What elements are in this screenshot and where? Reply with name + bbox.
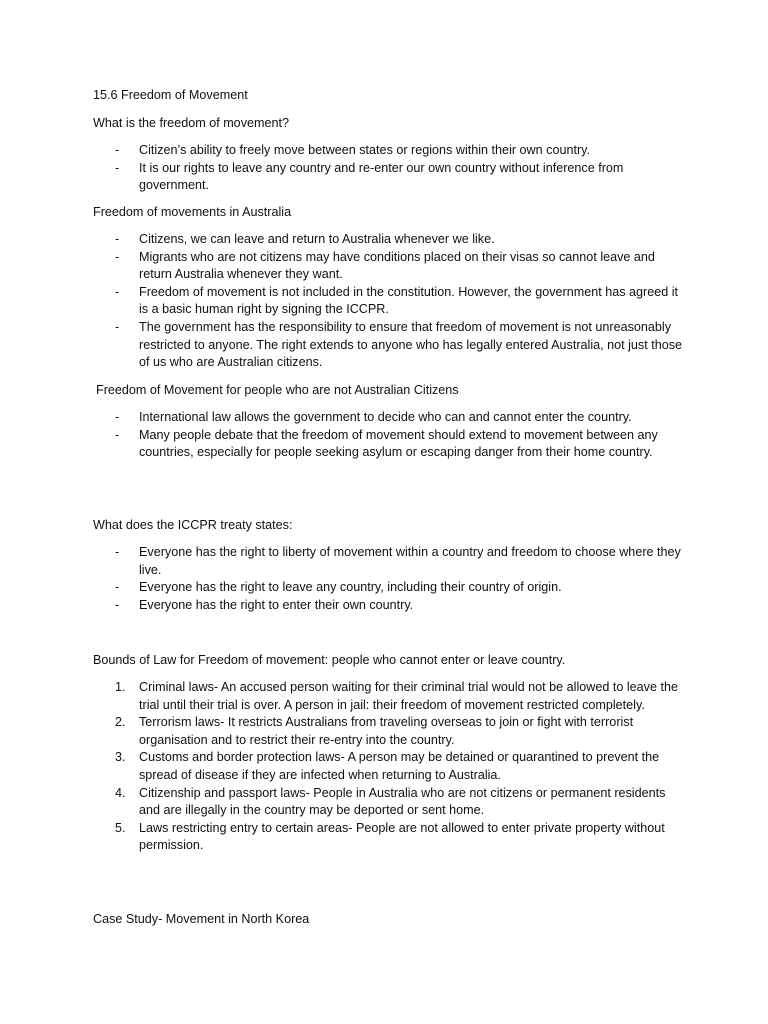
section-heading-non-citizens: Freedom of Movement for people who are not Australian Citizens (96, 383, 459, 397)
bullet-dash: - (115, 319, 120, 334)
list-item-text: Customs and border protection laws- A person may be detained or quarantined to prevent the spread of disease if they are infected when returning to Australia. (139, 750, 660, 782)
list-item (93, 749, 683, 784)
bullet-dash: - (115, 580, 120, 595)
list-number: 4. (115, 785, 126, 800)
list-item (93, 319, 683, 372)
section-heading-bounds: Bounds of Law for Freedom of movement: people who cannot enter or leave country. (93, 653, 566, 667)
list-item-text: Freedom of movement is not included in the constitution. However, the government has agreed it is a basic human right by signing the ICCPR. (139, 284, 679, 317)
list-item (93, 409, 683, 427)
list-item (93, 427, 683, 462)
list-item (93, 679, 683, 714)
bullet-dash: - (115, 232, 120, 246)
bullet-dash: - (115, 597, 120, 612)
list-number: 3. (115, 750, 126, 765)
list-item-text: Everyone has the right to liberty of movement within a country and freedom to choose where they live. (139, 545, 681, 577)
bullet-dash: - (115, 160, 120, 175)
bullet-list-what-is (93, 142, 683, 195)
list-item (93, 160, 683, 195)
list-item-text: International law allows the government to decide who can and cannot enter the country. (139, 410, 632, 424)
bullet-list-australia (93, 231, 683, 372)
list-item-text: It is our rights to leave any country and re-enter our own country without inference from government. (139, 160, 624, 193)
bullet-list-non-citizens (93, 409, 683, 462)
list-number: 5. (115, 820, 126, 835)
list-item (93, 820, 683, 855)
section-heading-case-study: Case Study- Movement in North Korea (93, 912, 310, 926)
list-number: 1. (115, 680, 126, 694)
section-heading-what-is: What is the freedom of movement? (93, 116, 289, 130)
list-item (93, 714, 683, 749)
bullet-list-iccpr (93, 544, 683, 614)
list-item (93, 579, 683, 597)
bullet-dash: - (115, 427, 120, 442)
list-item-text: Everyone has the right to leave any country, including their country of origin. (139, 580, 562, 595)
list-item (93, 785, 683, 820)
section-heading-iccpr: What does the ICCPR treaty states: (93, 518, 293, 532)
list-item-text: Many people debate that the freedom of movement should extend to movement between any countries, especially for people seeking asylum or escaping danger from their home country. (139, 427, 658, 460)
bullet-dash: - (115, 284, 120, 299)
list-item-text: Everyone has the right to enter their own country. (139, 597, 414, 612)
bullet-dash: - (115, 545, 120, 559)
list-item (93, 231, 683, 249)
list-item-text: Citizen’s ability to freely move between states or regions within their own country. (139, 143, 591, 157)
list-item (93, 142, 683, 160)
list-item-text: Citizens, we can leave and return to Australia whenever we like. (139, 232, 495, 246)
list-item-text: Citizenship and passport laws- People in Australia who are not citizens or permanent residents and are illegally in the country may be deported or sent home. (139, 785, 666, 818)
list-item (93, 597, 683, 615)
bullet-dash: - (115, 410, 120, 424)
list-number: 2. (115, 715, 126, 730)
bullet-dash: - (115, 143, 120, 157)
list-item-text: Laws restricting entry to certain areas- People are not allowed to enter private property without permission. (139, 820, 665, 853)
list-item-text: Criminal laws- An accused person waiting for their criminal trial would not be allowed to leave the trial until their trial is over. A person in jail: their freedom of movement restricted completely. (139, 680, 678, 712)
section-heading-australia: Freedom of movements in Australia (93, 205, 292, 219)
bullet-dash: - (115, 249, 120, 264)
numbered-list-bounds (93, 679, 683, 855)
list-item (93, 544, 683, 579)
list-item (93, 284, 683, 319)
page-title: 15.6 Freedom of Movement (93, 88, 248, 102)
list-item-text: Terrorism laws- It restricts Australians from traveling overseas to join or fight with terrorist organisation and to restrict their re-entry into the country. (139, 715, 634, 747)
list-item-text: Migrants who are not citizens may have conditions placed on their visas so cannot leave and return Australia whenever they want. (139, 249, 655, 282)
list-item (93, 249, 683, 284)
list-item-text: The government has the responsibility to ensure that freedom of movement is not unreasonably restricted to anyone. The right extends to anyone who has legally entered Australia, not just those of us who are Australian citizens. (139, 319, 683, 370)
